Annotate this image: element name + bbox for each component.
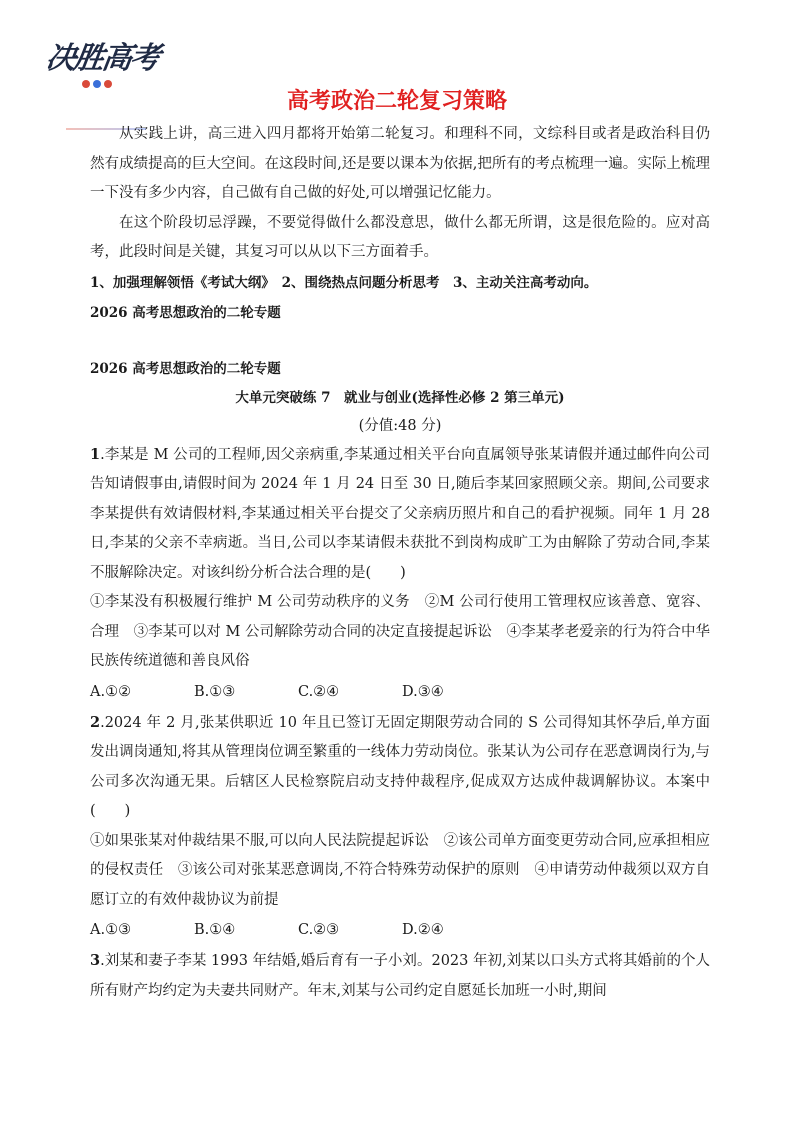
logo-text: 决胜高考 — [43, 41, 161, 76]
question-number: 2 — [90, 713, 101, 731]
question-text: 2.2024 年 2 月,张某供职近 10 年且已签订无固定期限劳动合同的 S 公司得知其怀孕后,单方面发出调岗通知,将其从管理岗位调至繁重的一线体力劳动岗位。张某认为公司存在恶意调岗行为,与公司多次沟通无果。后辖区人民检察院启动支持仲裁程序,促成双方达成仲裁调解协议。本案中( ) — [90, 713, 710, 819]
option-c: C.②③ — [298, 922, 340, 938]
topic-line-1: 2026 高考思想政治的二轮专题 — [90, 304, 281, 321]
intro-paragraph-1: 从实践上讲，高三进入四月都将开始第二轮复习。和理科不同，文综科目或者是政治科目仍然有成绩提高的巨大空间。在这段时间,还是要以课本为依据,把所有的考点梳理一遍。实际上梳理一下没有多少内容，自己做有自己做的好处,可以增强记忆能力。 — [90, 126, 710, 201]
strategies-line: 1、加强理解领悟《考试大纲》 2、围绕热点问题分析思考 3、主动关注高考动向。 — [90, 274, 598, 291]
question-number: 1 — [90, 445, 101, 463]
option-c: C.②④ — [298, 683, 340, 700]
option-a: A.①③ — [90, 922, 132, 938]
question-text: 1.李某是 M 公司的工程师,因父亲病重,李某通过相关平台向直属领导张某请假并通过邮件向公司告知请假事由,请假时间为 2024 年 1 月 24 日至 30 日,随后李某回家照顾父亲。期间,公司要求李某提供有效请假材料,李某通过相关平台提交了父亲病历照片和自己的看护视频。同年 1 月 28 日,李某的父亲不幸病逝。当日,公司以李某请假未获批不到岗构成旷工为由解除了劳动合同,李某不服解除决定。对该纠纷分析合法合理的是( ) — [90, 445, 710, 581]
answer-options — [90, 677, 710, 708]
question-2 — [90, 708, 710, 947]
page-title: 高考政治二轮复习策略 — [286, 89, 507, 114]
question-statements: ①如果张某对仲裁结果不服,可以向人民法院提起诉讼 ②该公司单方面变更劳动合同,应承担相应的侵权责任 ③该公司对张某恶意调岗,不符合特殊劳动保护的原则 ④申请劳动仲裁须以双方自愿订立的有效仲裁协议为前提 — [90, 832, 710, 908]
option-b: B.①④ — [194, 922, 236, 938]
question-statements: ①李某没有积极履行维护 M 公司劳动秩序的义务 ②M 公司行使用工管理权应该善意、宽容、合理 ③李某可以对 M 公司解除劳动合同的决定直接提起诉讼 ④李某孝老爱亲的行为符合中华民族传统道德和善良风俗 — [90, 594, 710, 669]
answer-options — [90, 915, 710, 946]
option-a: A.①② — [90, 683, 132, 700]
option-d: D.②④ — [402, 922, 444, 938]
option-b: B.①③ — [194, 683, 236, 700]
question-1 — [90, 440, 710, 708]
document-body — [90, 120, 710, 1006]
question-text: 3.刘某和妻子李某 1993 年结婚,婚后育有一子小刘。2023 年初,刘某以口头方式将其婚前的个人所有财产均约定为夫妻共同财产。年末,刘某与公司约定自愿延长加班一小时,期间 — [90, 952, 710, 999]
option-d: D.③④ — [402, 683, 444, 700]
question-3 — [90, 946, 710, 1006]
topic-line-2: 2026 高考思想政治的二轮专题 — [90, 360, 281, 377]
score-note: (分值:48 分) — [358, 417, 442, 434]
unit-title: 大单元突破练 7 就业与创业(选择性必修 2 第三单元) — [235, 389, 565, 406]
intro-paragraph-2: 在这个阶段切忌浮躁，不要觉得做什么都没意思，做什么都无所谓，这是很危险的。应对高考，此段时间是关键，其复习可以从以下三方面着手。 — [90, 214, 710, 260]
question-number: 3 — [90, 952, 101, 969]
